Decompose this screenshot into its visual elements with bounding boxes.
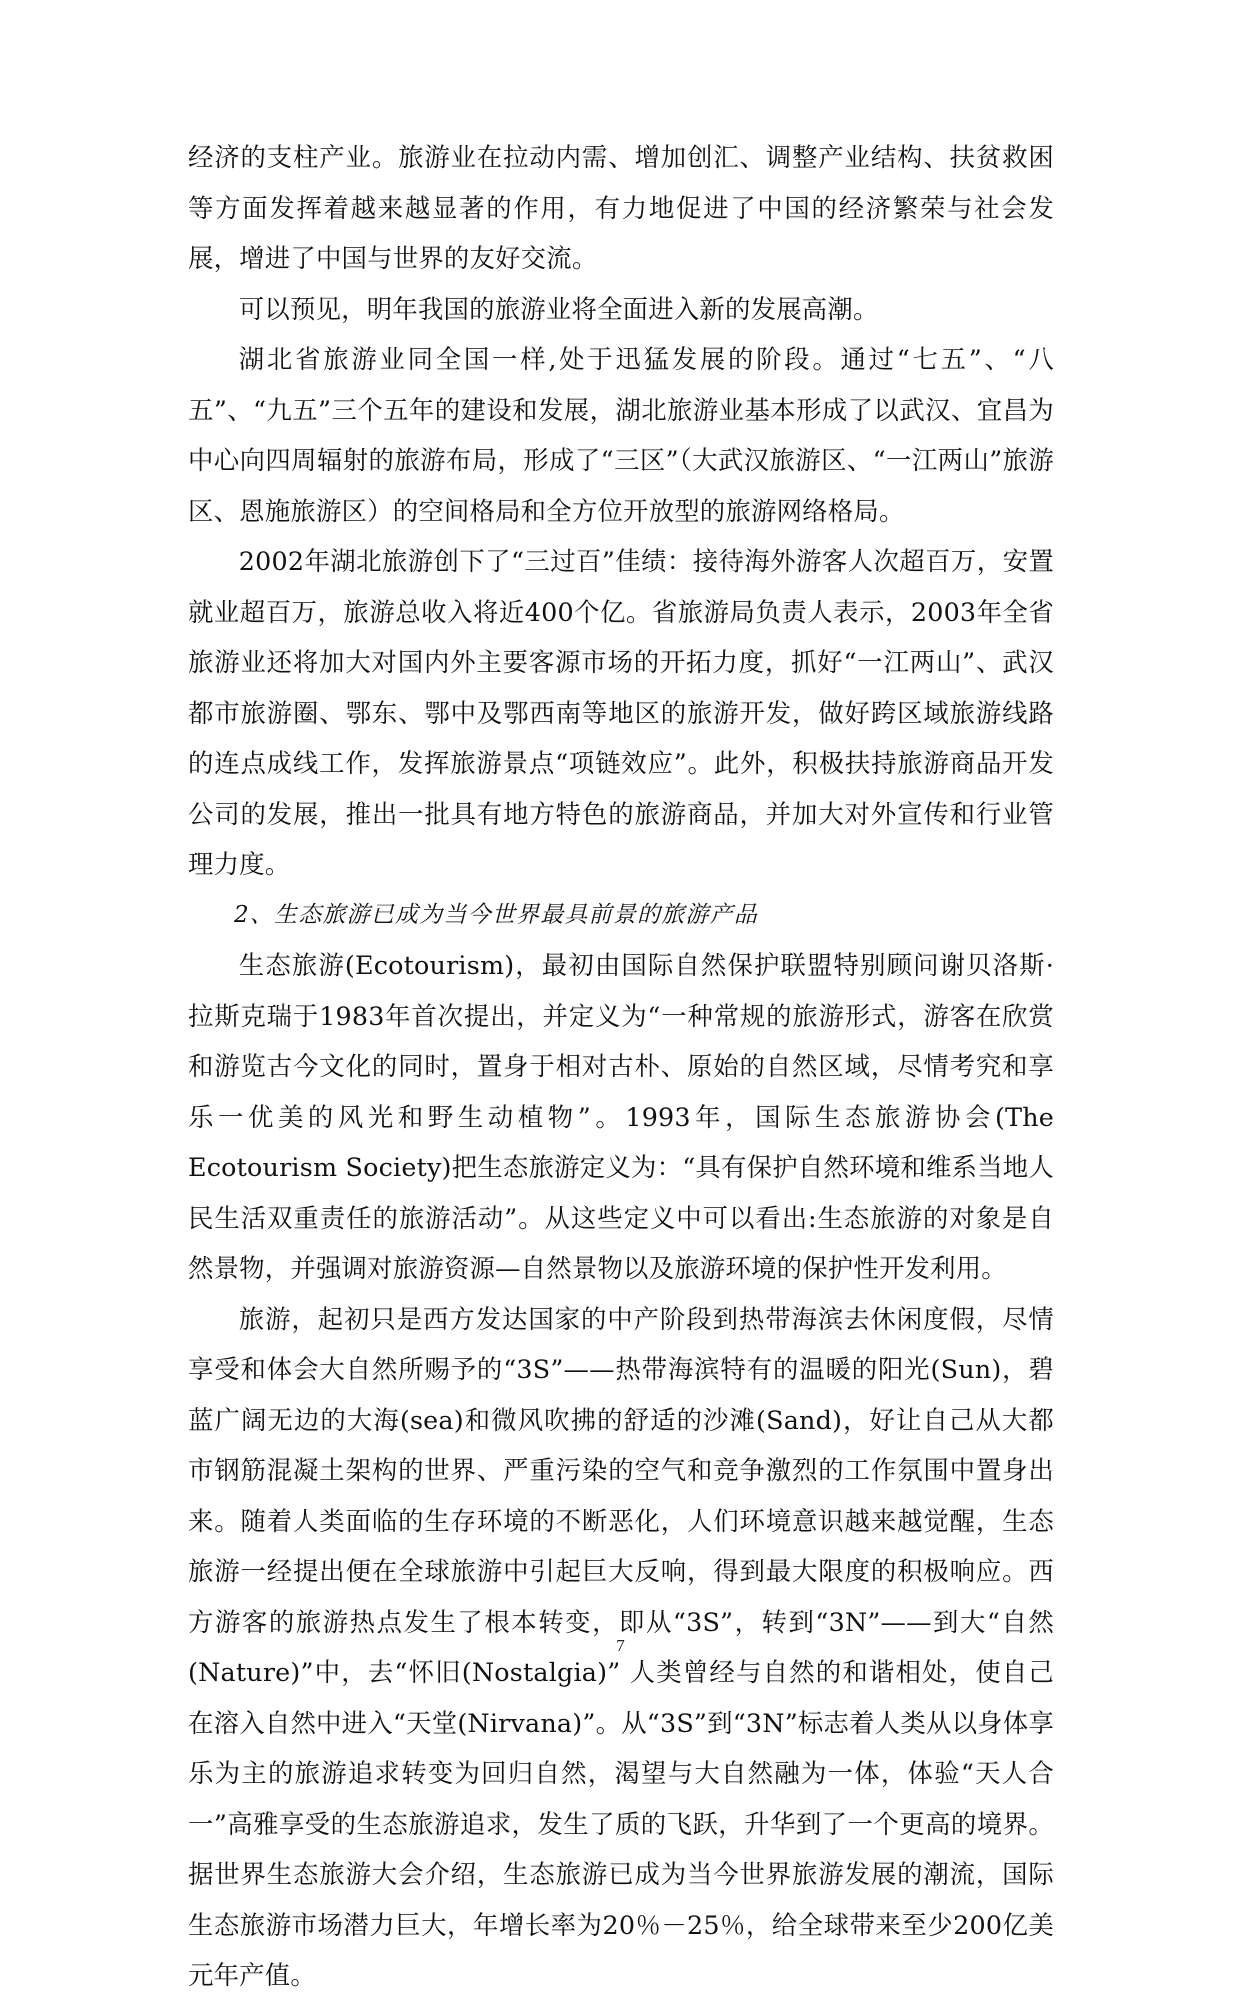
paragraph-3s-3n: 旅游，起初只是西方发达国家的中产阶段到热带海滨去休闲度假，尽情享受和体会大自然所赐予的“3S”——热带海滨特有的温暖的阳光(Sun)，碧蓝广阔无边的大海(sea)和微风吹拂的舒适的沙滩(Sand)，好让自己从大都市钢筋混凝土架构的世界、严重污染的空气和竞争激烈的工作氛围中置身出来。随着人类面临的生存环境的不断恶化，人们环境意识越来越觉醒，生态旅游一经提出便在全球旅游中引起巨大反响，得到最大限度的积极响应。西方游客的旅游热点发生了根本转变，即从“3S”，转到“3N”——到大“自然(Nature)”中，去“怀旧(Nostalgia)” 人类曾经与自然的和谐相处，使自己在溶入自然中进入“天堂(Nirvana)”。从“3S”到“3N”标志着人类从以身体享乐为主的旅游追求转变为回归自然，渴望与大自然融为一体，体验“天人合一”高雅享受的生态旅游追求，发生了质的飞跃，升华到了一个更高的境界。据世界生态旅游大会介绍，生态旅游已成为当今世界旅游发展的潮流，国际生态旅游市场潜力巨大，年增长率为20％－25％，给全球带来至少200亿美元年产值。: [188, 1303, 1054, 1990]
paragraph-hubei-development: 湖北省旅游业同全国一样,处于迅猛发展的阶段。通过“七五”、“八五”、“九五”三个五年的建设和发展，湖北旅游业基本形成了以武汉、宜昌为中心向四周辐射的旅游布局，形成了“三区”（大武汉旅游区、“一江两山”旅游区、恩施旅游区）的空间格局和全方位开放型的旅游网络格局。: [188, 344, 1054, 526]
page-number: 7: [616, 1636, 625, 1655]
paragraph-hubei-2002: 2002年湖北旅游创下了“三过百”佳绩：接待海外游客人次超百万，安置就业超百万，旅游总收入将近400个亿。省旅游局负责人表示，2003年全省旅游业还将加大对国内外主要客源市场的开拓力度，抓好“一江两山”、武汉都市旅游圈、鄂东、鄂中及鄂西南等地区的旅游开发，做好跨区域旅游线路的连点成线工作，发挥旅游景点“项链效应”。此外，积极扶持旅游商品开发公司的发展，推出一批具有地方特色的旅游商品，并加大对外宣传和行业管理力度。: [188, 546, 1054, 879]
document-body: [188, 132, 1054, 2001]
section-heading: 2、生态旅游已成为当今世界最具前景的旅游产品: [234, 901, 759, 928]
paragraph-forecast: 可以预见，明年我国的旅游业将全面进入新的发展高潮。: [238, 293, 879, 324]
paragraph-continuation: 经济的支柱产业。旅游业在拉动内需、增加创汇、调整产业结构、扶贫救困等方面发挥着越来越显著的作用，有力地促进了中国的经济繁荣与社会发展，增进了中国与世界的友好交流。: [188, 142, 1054, 273]
paragraph-ecotourism-definition: 生态旅游(Ecotourism)，最初由国际自然保护联盟特别顾问谢贝洛斯·拉斯克瑞于1983年首次提出，并定义为“一种常规的旅游形式，游客在欣赏和游览古今文化的同时，置身于相对古朴、原始的自然区域，尽情考究和享乐一优美的风光和野生动植物”。1993年，国际生态旅游协会(The Ecotourism Society)把生态旅游定义为：“具有保护自然环境和维系当地人民生活双重责任的旅游活动”。从这些定义中可以看出:生态旅游的对象是自然景物，并强调对旅游资源—自然景物以及旅游环境的保护性开发利用。: [188, 950, 1054, 1283]
